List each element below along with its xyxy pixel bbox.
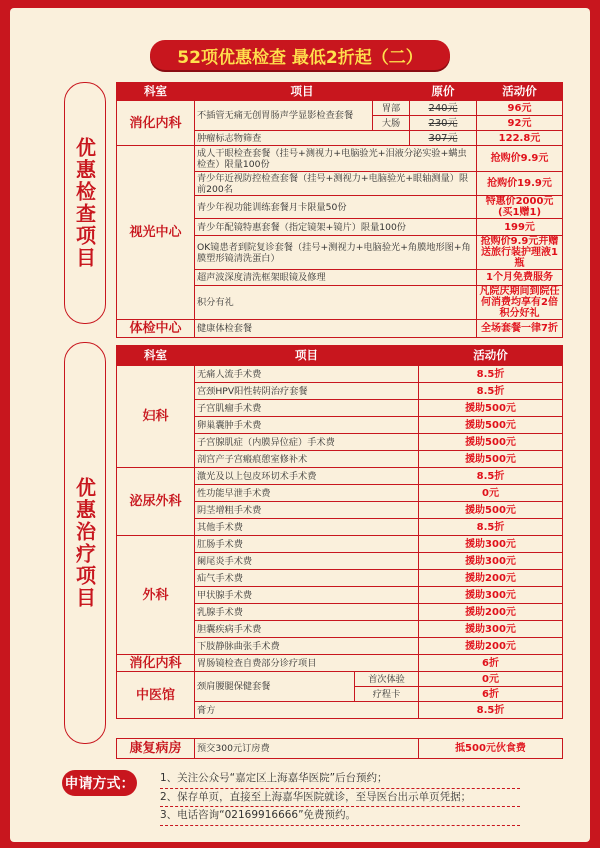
item-cell: 预交300元订房费 [195, 739, 419, 759]
apply-line: 3、电话咨询“02169916666”免费预约。 [160, 807, 520, 826]
item-cell: 青少年近视防控检查套餐（挂号+测视力+电脑验光+眼轴测量）限前200名 [195, 172, 477, 196]
dept-cell: 外科 [117, 536, 195, 655]
item-cell: OK镜患者到院复诊套餐（挂号+测视力+电脑验光+角膜地形图+角膜塑形镜清洗蛋白） [195, 236, 477, 270]
sale-price: 援助300元 [419, 553, 563, 570]
item-cell: 胆囊疾病手术费 [195, 621, 419, 638]
item-cell: 激光及以上包皮环切术手术费 [195, 468, 419, 485]
section1-label: 优惠检查项目 [64, 82, 106, 324]
section2-label: 优惠治疗项目 [64, 342, 106, 744]
header-item: 项目 [195, 83, 410, 101]
sale-price: 全场套餐一律7折 [477, 320, 563, 338]
original-price: 240元 [410, 101, 477, 116]
sale-price: 援助500元 [419, 400, 563, 417]
sale-price: 援助300元 [419, 587, 563, 604]
item-cell: 膏方 [195, 702, 419, 719]
item-cell: 青少年配镜特惠套餐（指定镜架+镜片）限量100份 [195, 219, 477, 236]
item-cell: 健康体检套餐 [195, 320, 477, 338]
sale-price: 8.5折 [419, 383, 563, 400]
header-sale: 活动价 [477, 83, 563, 101]
item-cell: 阴茎增粗手术费 [195, 502, 419, 519]
sale-price: 8.5折 [419, 468, 563, 485]
sale-price: 8.5折 [419, 366, 563, 383]
rehab-table [116, 738, 563, 759]
item-cell: 超声波深度清洗框架眼镜及修理 [195, 270, 477, 286]
header-item: 项目 [195, 346, 419, 366]
sale-price: 6折 [419, 655, 563, 672]
item-cell: 卵巢囊肿手术费 [195, 417, 419, 434]
sale-price: 援助500元 [419, 451, 563, 468]
item-cell: 其他手术费 [195, 519, 419, 536]
page-title: 52项优惠检查 最低2折起（二） [150, 40, 450, 70]
header-sale: 活动价 [419, 346, 563, 366]
sale-price: 援助500元 [419, 434, 563, 451]
item-cell: 不插管无痛无创胃肠声学显影检查套餐 [195, 101, 373, 131]
item-cell: 宫颈HPV阳性转阴治疗套餐 [195, 383, 419, 400]
item-cell: 无痛人流手术费 [195, 366, 419, 383]
sale-price: 特惠价2000元(买1赠1) [477, 196, 563, 219]
sale-price: 8.5折 [419, 702, 563, 719]
item-cell: 肿瘤标志物筛查 [195, 131, 410, 146]
item-cell: 下肢静脉曲张手术费 [195, 638, 419, 655]
sale-price: 抢购价19.9元 [477, 172, 563, 196]
sale-price: 8.5折 [419, 519, 563, 536]
item-cell: 甲状腺手术费 [195, 587, 419, 604]
dept-cell: 体检中心 [117, 320, 195, 338]
treatment-table [116, 345, 563, 719]
dept-cell: 视光中心 [117, 146, 195, 320]
sale-price: 0元 [419, 672, 563, 687]
sale-price: 92元 [477, 116, 563, 131]
item-cell: 子宫肌瘤手术费 [195, 400, 419, 417]
sub-item-cell: 胃部 [373, 101, 410, 116]
sale-price: 96元 [477, 101, 563, 116]
apply-method-list [160, 770, 520, 826]
header-price: 原价 [410, 83, 477, 101]
sale-price: 凡院庆期间到院任何消费均享有2倍积分好礼 [477, 286, 563, 320]
sale-price: 援助300元 [419, 621, 563, 638]
sale-price: 199元 [477, 219, 563, 236]
header-dept: 科室 [117, 346, 195, 366]
item-cell: 肛肠手术费 [195, 536, 419, 553]
sale-price: 抵500元伙食费 [419, 739, 563, 759]
apply-line: 1、关注公众号“嘉定区上海嘉华医院”后台预约； [160, 770, 520, 789]
item-cell: 阑尾炎手术费 [195, 553, 419, 570]
dept-cell: 消化内科 [117, 655, 195, 672]
item-cell: 胃肠镜检查自费部分诊疗项目 [195, 655, 419, 672]
sale-price: 援助500元 [419, 417, 563, 434]
sale-price: 援助300元 [419, 536, 563, 553]
exam-table [116, 82, 563, 338]
item-cell: 颈肩腰腿保健套餐 [195, 672, 355, 702]
apply-line: 2、保存单页，直接至上海嘉华医院就诊，至导医台出示单页凭据； [160, 789, 520, 808]
dept-cell: 中医馆 [117, 672, 195, 719]
sale-price: 援助200元 [419, 604, 563, 621]
sale-price: 1个月免费服务 [477, 270, 563, 286]
sale-price: 0元 [419, 485, 563, 502]
dept-cell: 妇科 [117, 366, 195, 468]
item-cell: 性功能早泄手术费 [195, 485, 419, 502]
header-dept: 科室 [117, 83, 195, 101]
item-cell: 疝气手术费 [195, 570, 419, 587]
sale-price: 6折 [419, 687, 563, 702]
sub-item-cell: 大肠 [373, 116, 410, 131]
item-cell: 成人干眼检查套餐（挂号+测视力+电脑验光+泪液分泌实验+螨虫检查）限量100份 [195, 146, 477, 172]
apply-method-label: 申请方式： [62, 770, 137, 796]
sale-price: 122.8元 [477, 131, 563, 146]
sale-price: 援助200元 [419, 570, 563, 587]
sale-price: 援助500元 [419, 502, 563, 519]
sub-item-cell: 首次体验 [355, 672, 419, 687]
sale-price: 抢购价9.9元 [477, 146, 563, 172]
dept-cell: 康复病房 [117, 739, 195, 759]
dept-cell: 消化内科 [117, 101, 195, 146]
sale-price: 援助200元 [419, 638, 563, 655]
item-cell: 青少年视功能训练套餐月卡限量50份 [195, 196, 477, 219]
dept-cell: 泌尿外科 [117, 468, 195, 536]
item-cell: 积分有礼 [195, 286, 477, 320]
item-cell: 剖宫产子宫瘢痕憩室修补术 [195, 451, 419, 468]
sub-item-cell: 疗程卡 [355, 687, 419, 702]
original-price: 230元 [410, 116, 477, 131]
item-cell: 乳腺手术费 [195, 604, 419, 621]
original-price: 307元 [410, 131, 477, 146]
item-cell: 子宫腺肌症（内膜异位症）手术费 [195, 434, 419, 451]
sale-price: 抢购价9.9元并赠送旅行装护理液1瓶 [477, 236, 563, 270]
